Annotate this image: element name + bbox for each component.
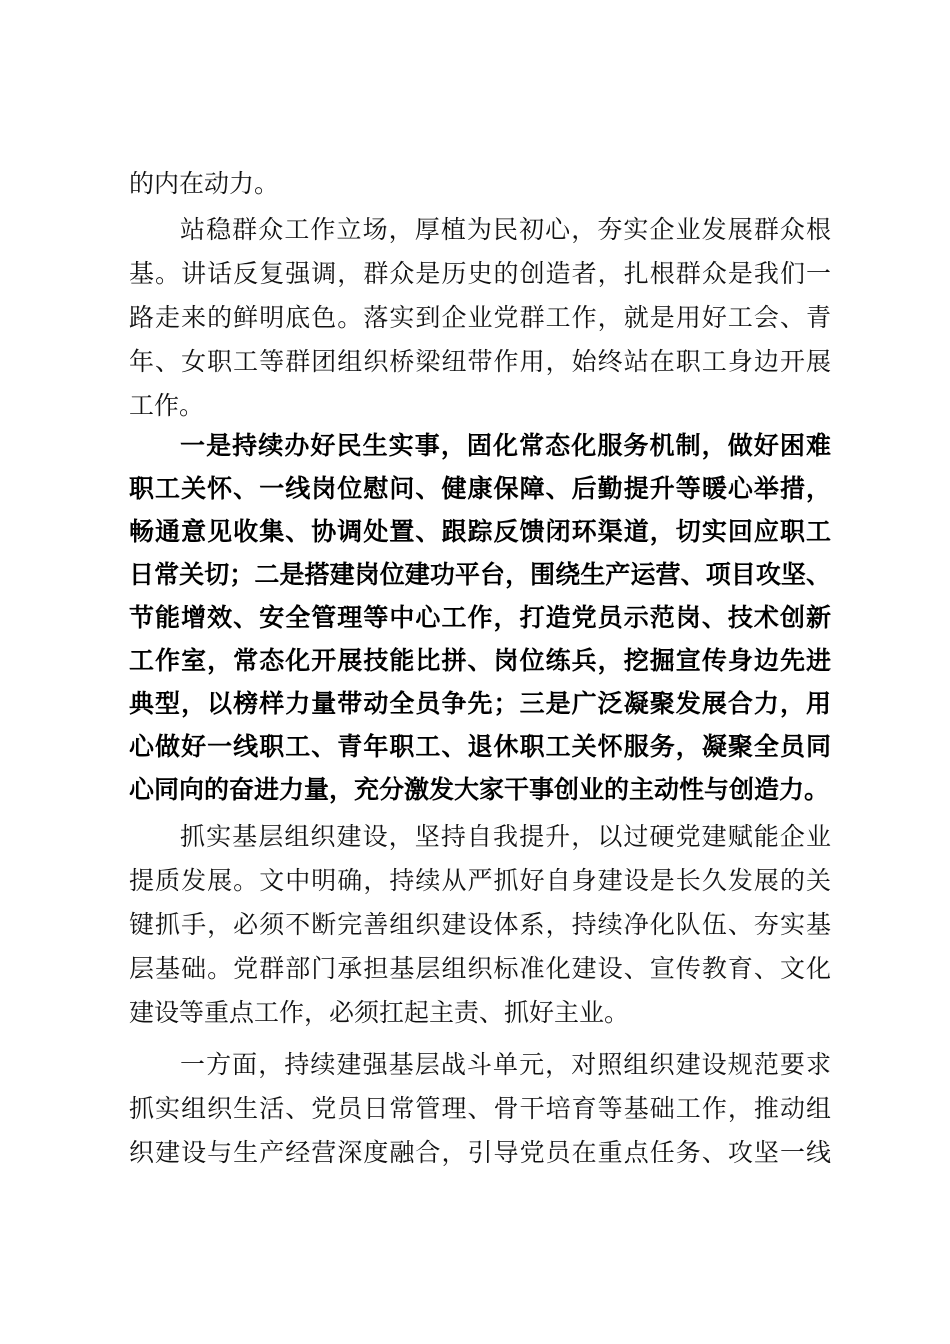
paragraph-organization-building [129, 815, 831, 1035]
text-line: 典型，以榜样力量带动全员争先；三是广泛凝聚发展合力，用 [129, 689, 831, 718]
text-line: 路走来的鲜明底色。落实到企业党群工作，就是用好工会、青 [129, 303, 831, 332]
text-line: 层基础。党群部门承担基层组织标准化建设、宣传教育、文化 [129, 954, 831, 983]
text-line: 节能增效、安全管理等中心工作，打造党员示范岗、技术创新 [129, 603, 831, 632]
text-line: 键抓手，必须不断完善组织建设体系，持续净化队伍、夯实基 [129, 910, 831, 939]
text-line: 心同向的奋进力量，充分激发大家干事创业的主动性与创造力。 [129, 775, 830, 804]
paragraph-three-measures [129, 424, 831, 811]
text-line: 工作室，常态化开展技能比拼、岗位练兵，挖掘宣传身边先进 [129, 646, 831, 675]
text-line: 的内在动力。 [129, 169, 280, 198]
text-line: 一是持续办好民生实事，固化常态化服务机制，做好困难 [180, 431, 831, 460]
text-line: 工作。 [129, 391, 205, 420]
text-line: 心做好一线职工、青年职工、退休职工关怀服务，凝聚全员同 [129, 732, 831, 761]
text-line: 一方面，持续建强基层战斗单元，对照组织建设规范要求 [180, 1050, 831, 1079]
text-line: 畅通意见收集、协调处置、跟踪反馈闭环渠道，切实回应职工 [129, 517, 831, 546]
text-line: 职工关怀、一线岗位慰问、健康保障、后勤提升等暖心举措， [129, 474, 831, 503]
text-line: 站稳群众工作立场，厚植为民初心，夯实企业发展群众根 [180, 215, 831, 244]
text-line: 基。讲话反复强调，群众是历史的创造者，扎根群众是我们一 [129, 259, 831, 288]
text-line: 年、女职工等群团组织桥梁纽带作用，始终站在职工身边开展 [129, 347, 831, 376]
text-line: 织建设与生产经营深度融合，引导党员在重点任务、攻坚一线 [129, 1138, 831, 1167]
paragraph-masses-work [129, 208, 831, 428]
text-line: 日常关切；二是搭建岗位建功平台，围绕生产运营、项目攻坚、 [129, 560, 831, 589]
paragraph-continuation [129, 162, 831, 206]
text-line: 抓实组织生活、党员日常管理、骨干培育等基础工作，推动组 [129, 1094, 831, 1123]
text-line: 提质发展。文中明确，持续从严抓好自身建设是长久发展的关 [129, 866, 831, 895]
paragraph-on-one-hand [129, 1043, 831, 1175]
text-line: 建设等重点工作，必须扛起主责、抓好主业。 [129, 998, 630, 1027]
text-line: 抓实基层组织建设，坚持自我提升，以过硬党建赋能企业 [180, 822, 831, 851]
